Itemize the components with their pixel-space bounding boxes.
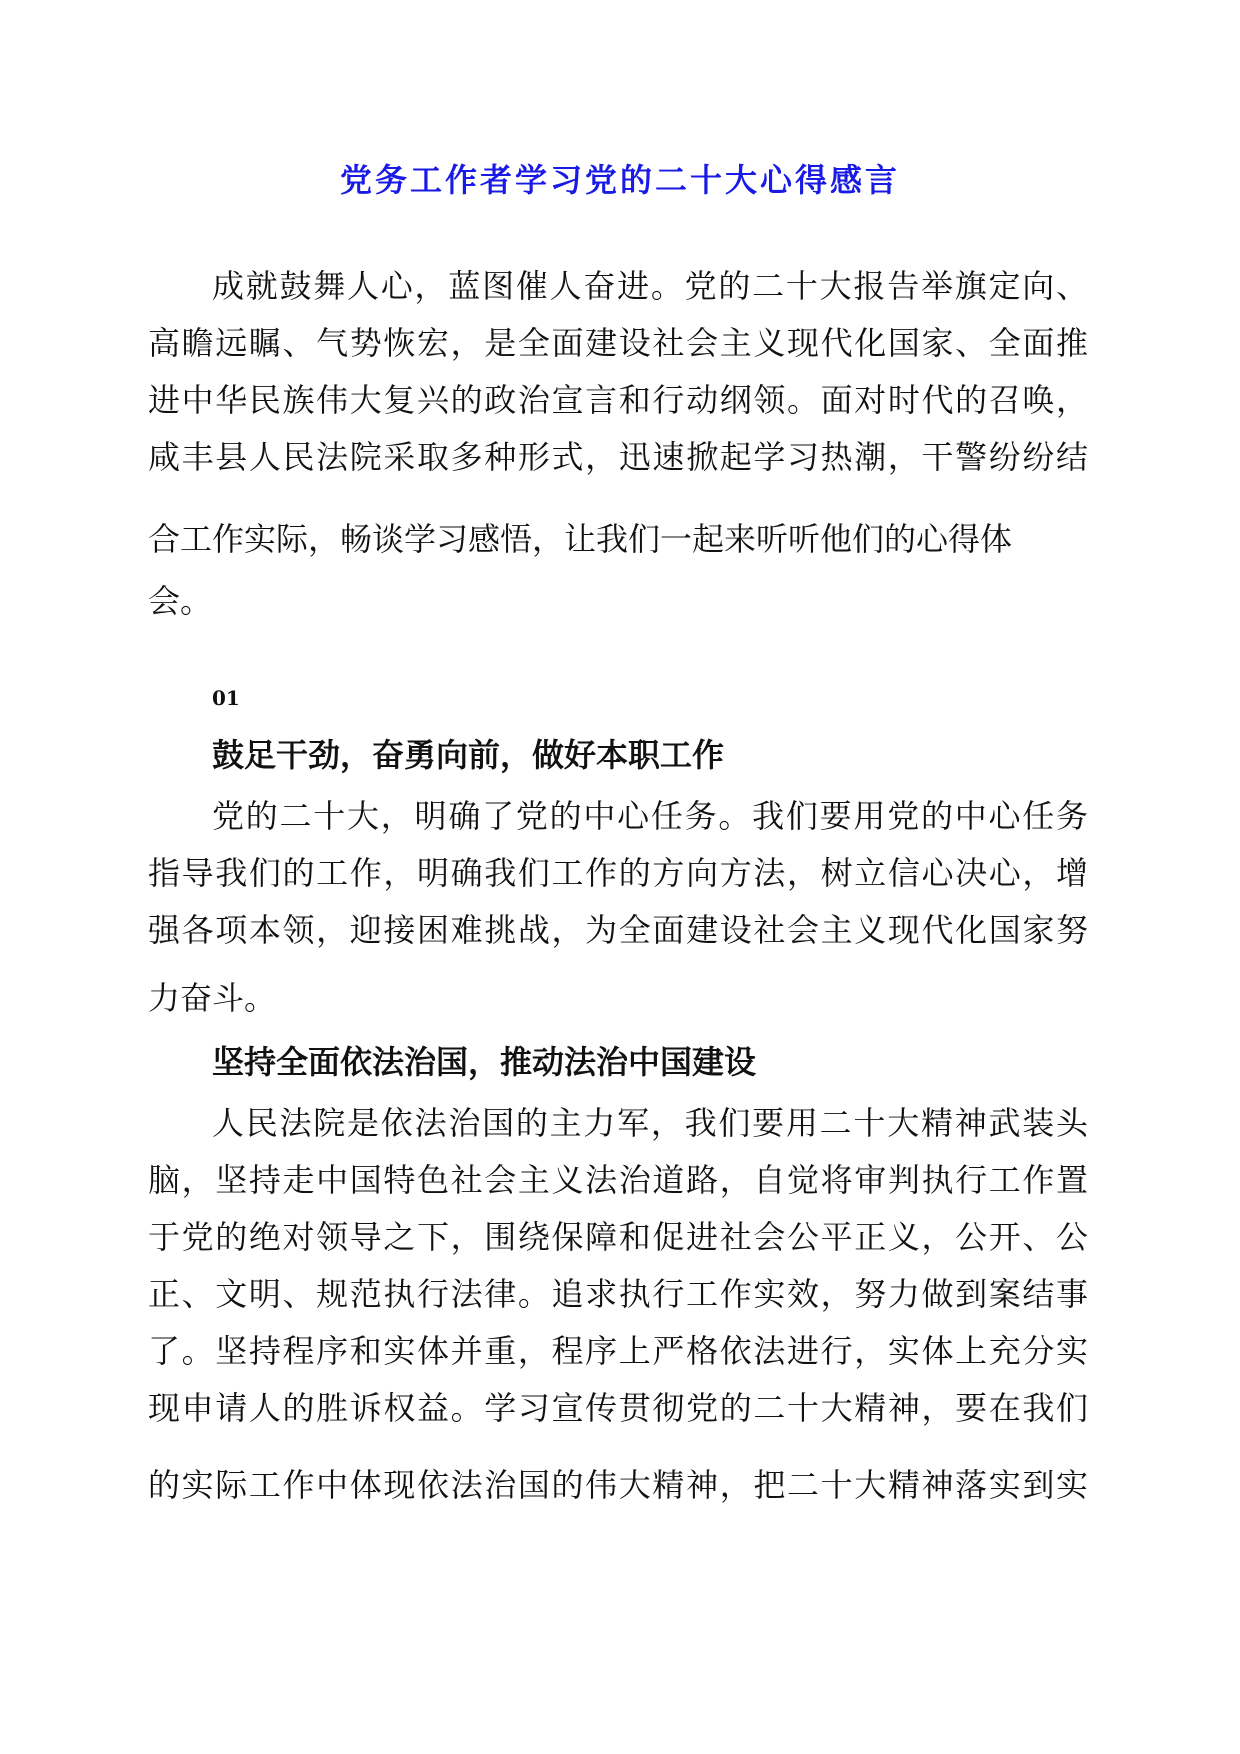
intro-line: 成就鼓舞人心，蓝图催人奋进。党的二十大报告举旗定向、	[212, 267, 1088, 305]
body-line: 指导我们的工作，明确我们工作的方向方法，树立信心决心，增	[148, 854, 1088, 892]
body-line: 党的二十大，明确了党的中心任务。我们要用党的中心任务	[212, 797, 1088, 835]
body-line: 的实际工作中体现依法治国的伟大精神，把二十大精神落实到实	[148, 1466, 1088, 1504]
body-line: 人民法院是依法治国的主力军，我们要用二十大精神武装头	[212, 1104, 1088, 1142]
intro-line: 进中华民族伟大复兴的政治宣言和行动纲领。面对时代的召唤，	[148, 381, 1088, 419]
document-title: 党务工作者学习党的二十大心得感言	[339, 161, 900, 199]
section-number: 01	[212, 686, 240, 710]
section-heading: 鼓足干劲，奋勇向前，做好本职工作	[212, 736, 725, 774]
body-line: 强各项本领，迎接困难挑战，为全面建设社会主义现代化国家努	[148, 911, 1088, 949]
body-line: 力奋斗。	[148, 979, 277, 1017]
body-line: 正、文明、规范执行法律。追求执行工作实效，努力做到案结事	[148, 1275, 1088, 1313]
body-line: 现申请人的胜诉权益。学习宣传贯彻党的二十大精神，要在我们	[148, 1389, 1088, 1427]
intro-line: 高瞻远瞩、气势恢宏，是全面建设社会主义现代化国家、全面推	[148, 324, 1088, 362]
intro-line: 合工作实际，畅谈学习感悟，让我们一起来听听他们的心得体	[148, 520, 1013, 558]
section-heading: 坚持全面依法治国，推动法治中国建设	[212, 1043, 757, 1081]
intro-line: 会。	[148, 582, 213, 620]
body-line: 了。坚持程序和实体并重，程序上严格依法进行，实体上充分实	[148, 1332, 1088, 1370]
body-line: 脑，坚持走中国特色社会主义法治道路，自觉将审判执行工作置	[148, 1161, 1088, 1199]
body-line: 于党的绝对领导之下，围绕保障和促进社会公平正义，公开、公	[148, 1218, 1088, 1256]
intro-line: 咸丰县人民法院采取多种形式，迅速掀起学习热潮，干警纷纷结	[148, 438, 1088, 476]
